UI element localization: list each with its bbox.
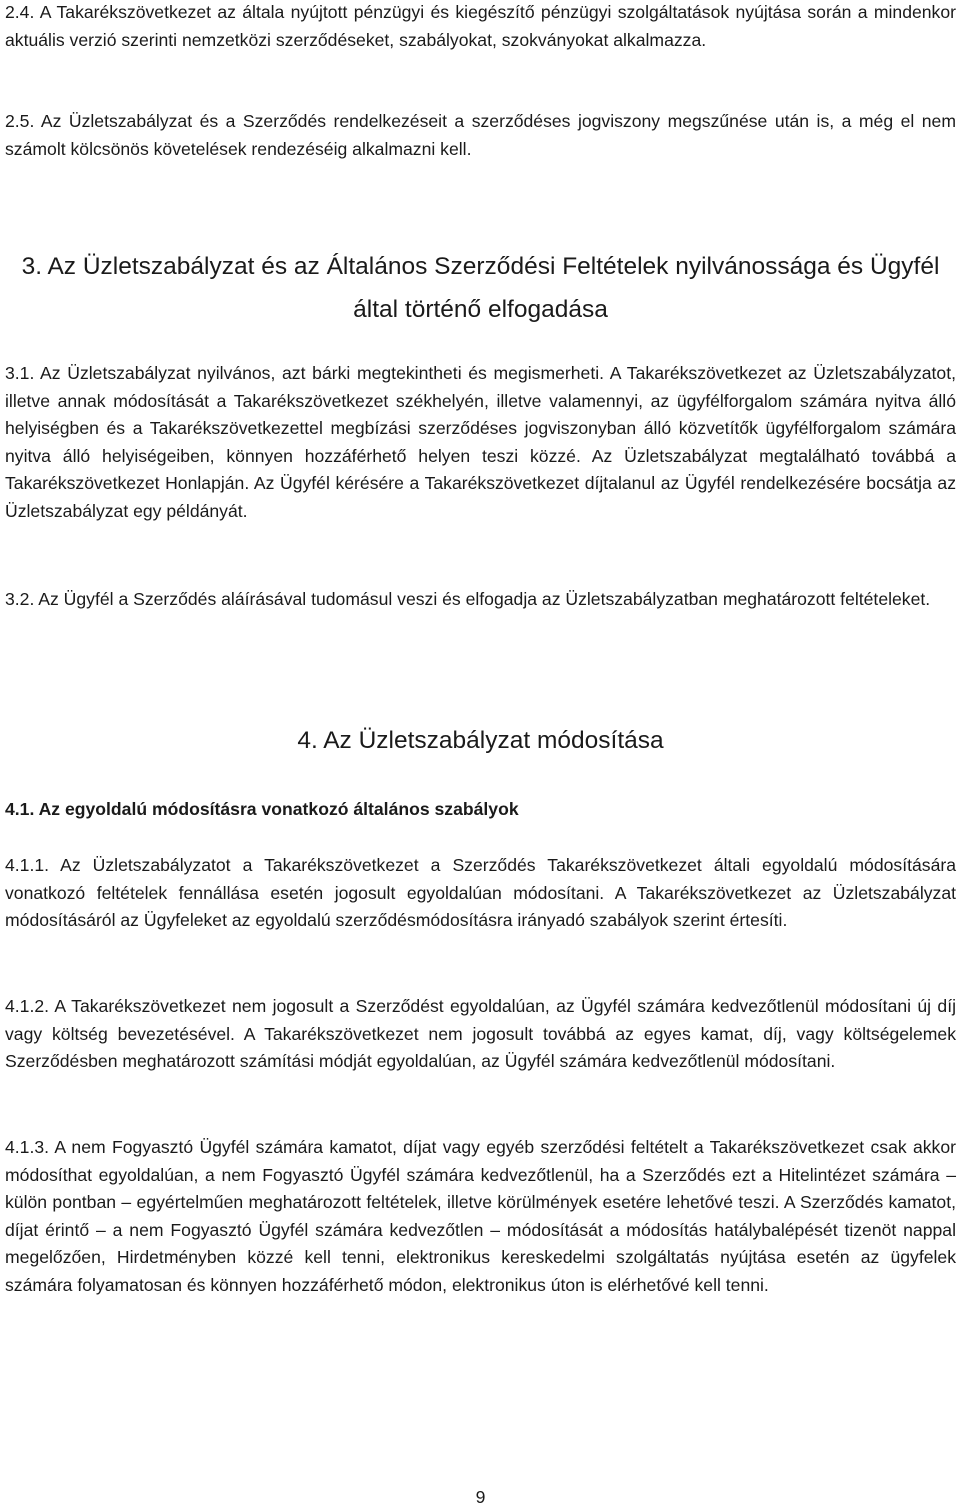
paragraph-text: A Takarékszövetkezet az általa nyújtott pénzügyi és kiegészítő pénzügyi szolgáltatások nyújtása során a mindenkor aktuális verzió szerinti nemzetközi szerződéseket, szabályokat, szokványokat alkalmazza. [5,2,956,50]
paragraph-number: 2.5. [5,111,41,131]
paragraph-number: 4.1.1. [5,855,61,875]
paragraph-4-1-3 [5,1134,956,1300]
document-page [5,0,956,1509]
subsection-heading-4-1: 4.1. Az egyoldalú módosításra vonatkozó általános szabályok [5,799,519,819]
paragraph-number: 2.4. [5,2,40,22]
paragraph-text: A nem Fogyasztó Ügyfél számára kamatot, díjat vagy egyéb szerződési feltételt a Takarékszövetkezet csak akkor módosíthat egyoldalúan, a nem Fogyasztó Ügyfél számára kedvezőtlenül, ha a Szerződés ezt a Hitelintézet számára – külön pontban – egyértelműen meghatározott feltételek, illetve körülmények esetére lehetővé teszi. A Szerződés kamatot, díjat érintő – a nem Fogyasztó Ügyfél számára kedvezőtlen – módosítását a módosítás hatálybalépését tizenöt nappal megelőzően, Hirdetményben közzé kell tenni, elektronikus kereskedelmi szolgáltatás nyújtása esetén az ügyfelek számára folyamatosan és könnyen hozzáférhető módon, elektronikus úton is elérhetővé kell tenni. [5,1137,956,1295]
paragraph-text: A Takarékszövetkezet nem jogosult a Szerződést egyoldalúan, az Ügyfél számára kedvezőtlenül módosítani új díj vagy költség bevezetésével. A Takarékszövetkezet nem jogosult továbbá az egyes kamat, díj, vagy költségelemek Szerződésben meghatározott számítási módját egyoldalúan, az Ügyfél számára kedvezőtlenül módosítani. [5,996,957,1072]
paragraph-text: Az Üzletszabályzatot a Takarékszövetkezet a Szerződés Takarékszövetkezet általi egyoldalú módosítására vonatkozó feltételek fennállása esetén jogosult egyoldalúan módosítani. A Takarékszövetkezet az Üzletszabályzat módosításáról az Ügyfeleket az egyoldalú szerződésmódosításra irányadó szabályok szerint értesíti. [5,855,956,931]
paragraph-4-1-2 [5,993,956,1076]
paragraph-3-1 [5,360,956,526]
paragraph-text: Az Üzletszabályzat és a Szerződés rendelkezéseit a szerződéses jogviszony megszűnése után is, a még el nem számolt kölcsönös követelések rendezéséig alkalmazni kell. [5,111,956,159]
section-heading-3 [5,245,956,331]
paragraph-text: Az Ügyfél a Szerződés aláírásával tudomásul veszi és elfogadja az Üzletszabályzatban meghatározott feltételeket. [38,589,931,609]
paragraph-text: Az Üzletszabályzat nyilvános, azt bárki megtekintheti és megismerheti. A Takarékszövetkezet az Üzletszabályzatot, illetve annak módosítását a Takarékszövetkezet székhelyén, illetve valamennyi, az ügyfélforgalom számára nyitva álló helyiségben és a Takarékszövetkezettel megbízási szerződéses jogviszonyban álló közvetítők ügyfélforgalom számára nyitva álló helyiségeiben, könnyen hozzáférhető helyen teszi közzé. Az Üzletszabályzat megtalálható továbbá a Takarékszövetkezet Honlapján. Az Ügyfél kérésére a Takarékszövetkezet díjtalanul az Ügyfél rendelkezésére bocsátja az Üzletszabályzat egy példányát. [5,363,956,521]
paragraph-2-5 [5,108,956,163]
paragraph-3-2 [5,586,956,614]
page-number: 9 [475,1487,486,1507]
section-heading-line-1: 3. Az Üzletszabályzat és az Általános Szerződési Feltételek nyilvánossága és Ügyfél [21,253,940,280]
section-heading-4: 4. Az Üzletszabályzat módosítása [297,727,664,754]
paragraph-number: 3.1. [5,363,41,383]
paragraph-2-4 [5,0,956,54]
paragraph-4-1-1 [5,852,956,935]
paragraph-number: 3.2. [5,589,39,609]
paragraph-number: 4.1.2. [5,996,55,1016]
paragraph-number: 4.1.3. [5,1137,55,1157]
section-heading-line-2: által történő elfogadása [353,296,608,323]
